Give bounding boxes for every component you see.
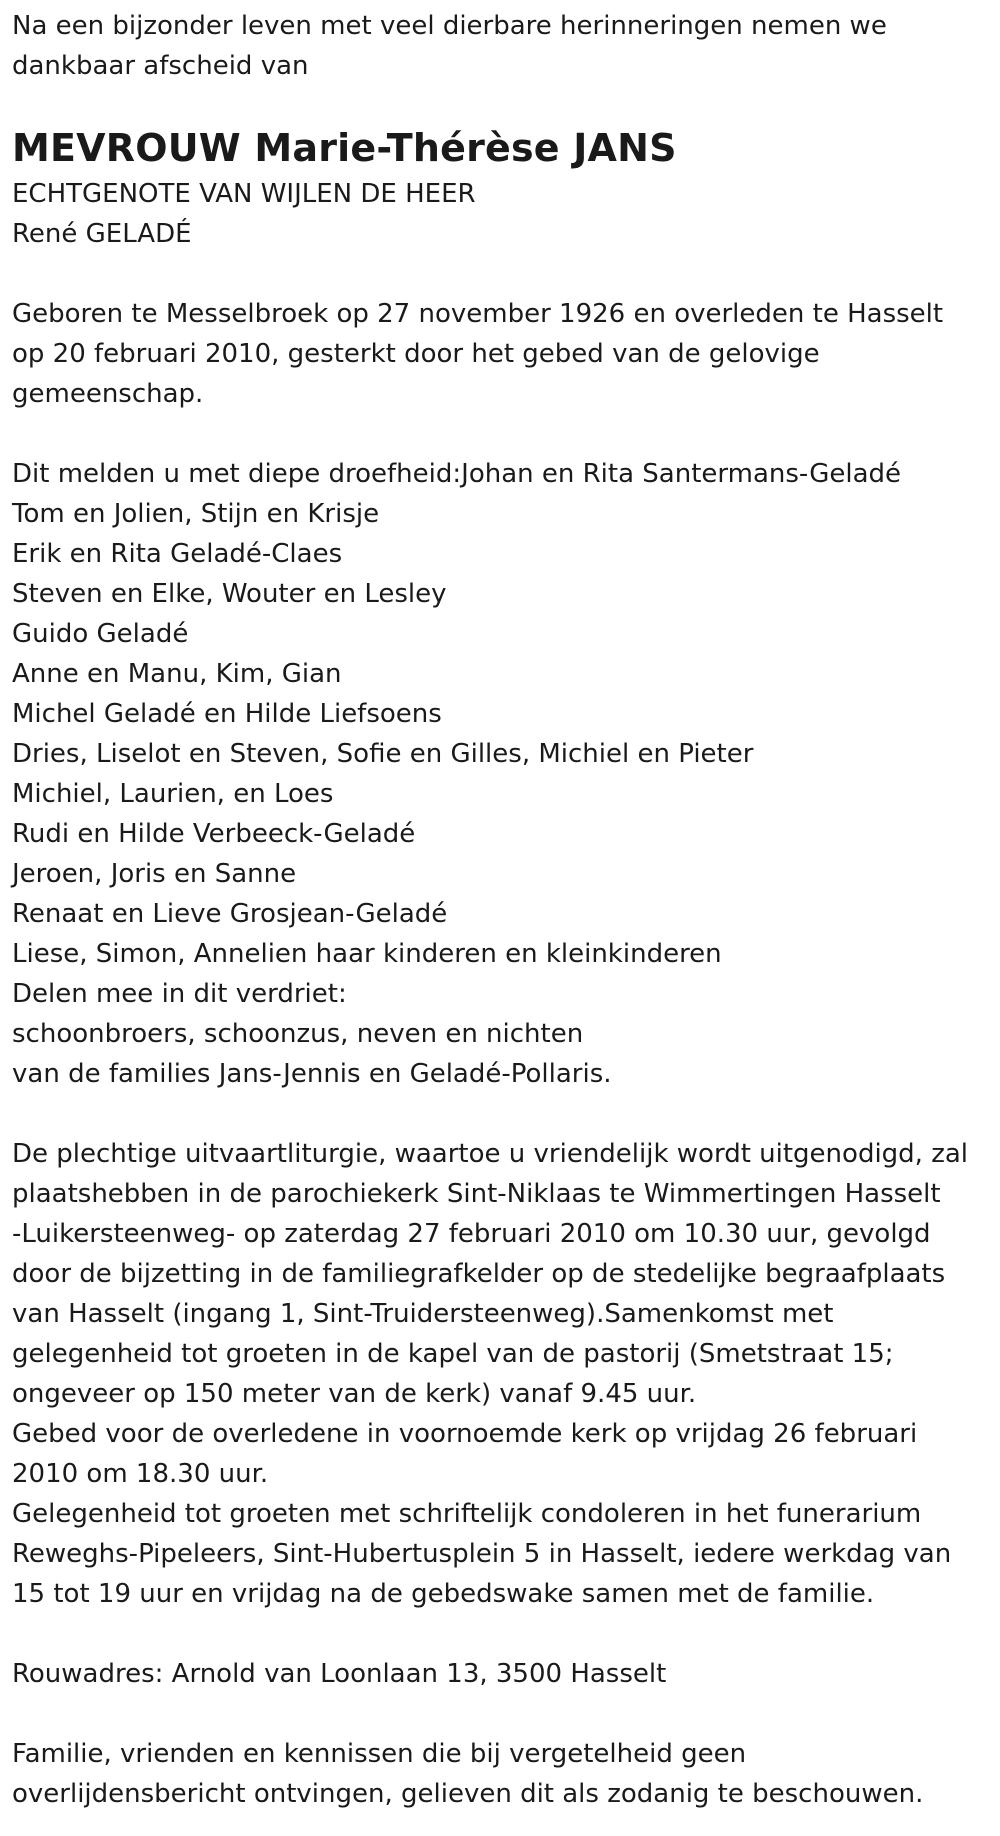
obituary-page <box>0 6 1000 1836</box>
mourners-list <box>12 454 988 1094</box>
mourners-line: Steven en Elke, Wouter en Lesley <box>12 579 447 609</box>
mourners-line: Rudi en Hilde Verbeeck-Geladé <box>12 819 416 849</box>
deceased-block <box>12 126 988 254</box>
relation-line: ECHTGENOTE VAN WIJLEN DE HEER <box>12 179 476 209</box>
ceremony-line: ongeveer op 150 meter van de kerk) vanaf 9.45 uur. <box>12 1379 697 1409</box>
ceremony-line: gelegenheid tot groeten in de kapel van de pastorij (Smetstraat 15; <box>12 1339 894 1369</box>
birth-death-line: Geboren te Messelbroek op 27 november 1926 en overleden te Hasselt <box>12 299 944 329</box>
ceremony-line: plaatshebben in de parochiekerk Sint-Niklaas te Wimmertingen Hasselt <box>12 1179 941 1209</box>
mourners-line: Dries, Liselot en Steven, Sofie en Gilles, Michiel en Pieter <box>12 739 754 769</box>
birth-death-line: op 20 februari 2010, gesterkt door het gebed van de gelovige <box>12 339 820 369</box>
intro-line: Na een bijzonder leven met veel dierbare herinneringen nemen we <box>12 11 887 41</box>
mourners-line: Liese, Simon, Annelien haar kinderen en kleinkinderen <box>12 939 722 969</box>
intro-line: dankbaar afscheid van <box>12 51 309 81</box>
ceremony-line: Gebed voor de overledene in voornoemde kerk op vrijdag 26 februari <box>12 1419 918 1449</box>
mourners-line: Tom en Jolien, Stijn en Krisje <box>12 499 380 529</box>
mourners-line: Delen mee in dit verdriet: <box>12 979 347 1009</box>
ceremony-paragraph <box>12 1134 988 1614</box>
birth-death-paragraph <box>12 294 988 414</box>
ceremony-line: De plechtige uitvaartliturgie, waartoe u vriendelijk wordt uitgenodigd, zal <box>12 1139 969 1169</box>
mourners-line: Renaat en Lieve Grosjean-Geladé <box>12 899 448 929</box>
deceased-name: MEVROUW Marie-Thérèse JANS <box>12 126 677 170</box>
spouse-name: René GELADÉ <box>12 219 192 249</box>
closing-line: Familie, vrienden en kennissen die bij vergetelheid geen <box>12 1739 747 1769</box>
intro-paragraph <box>12 6 988 86</box>
closing-line: overlijdensbericht ontvingen, gelieven dit als zodanig te beschouwen. <box>12 1779 924 1809</box>
mourners-line: Dit melden u met diepe droefheid:Johan en Rita Santermans-Geladé <box>12 459 902 489</box>
address-paragraph <box>12 1654 988 1694</box>
mourners-line: Anne en Manu, Kim, Gian <box>12 659 342 689</box>
mourners-line: Michiel, Laurien, en Loes <box>12 779 334 809</box>
mourners-line: schoonbroers, schoonzus, neven en nichten <box>12 1019 584 1049</box>
closing-paragraph <box>12 1734 988 1814</box>
ceremony-line: Reweghs-Pipeleers, Sint-Hubertusplein 5 in Hasselt, iedere werkdag van <box>12 1539 952 1569</box>
mourners-line: van de families Jans-Jennis en Geladé-Pollaris. <box>12 1059 612 1089</box>
ceremony-line: -Luikersteenweg- op zaterdag 27 februari 2010 om 10.30 uur, gevolgd <box>12 1219 931 1249</box>
mourners-line: Erik en Rita Geladé-Claes <box>12 539 343 569</box>
ceremony-line: Gelegenheid tot groeten met schriftelijk condoleren in het funerarium <box>12 1499 922 1529</box>
birth-death-line: gemeenschap. <box>12 379 204 409</box>
ceremony-line: 15 tot 19 uur en vrijdag na de gebedswake samen met de familie. <box>12 1579 875 1609</box>
ceremony-line: 2010 om 18.30 uur. <box>12 1459 269 1489</box>
ceremony-line: door de bijzetting in de familiegrafkelder op de stedelijke begraafplaats <box>12 1259 946 1289</box>
mourners-line: Jeroen, Joris en Sanne <box>12 859 297 889</box>
mourning-address: Rouwadres: Arnold van Loonlaan 13, 3500 Hasselt <box>12 1659 667 1689</box>
mourners-line: Guido Geladé <box>12 619 189 649</box>
mourners-line: Michel Geladé en Hilde Liefsoens <box>12 699 442 729</box>
ceremony-line: van Hasselt (ingang 1, Sint-Truidersteenweg).Samenkomst met <box>12 1299 834 1329</box>
